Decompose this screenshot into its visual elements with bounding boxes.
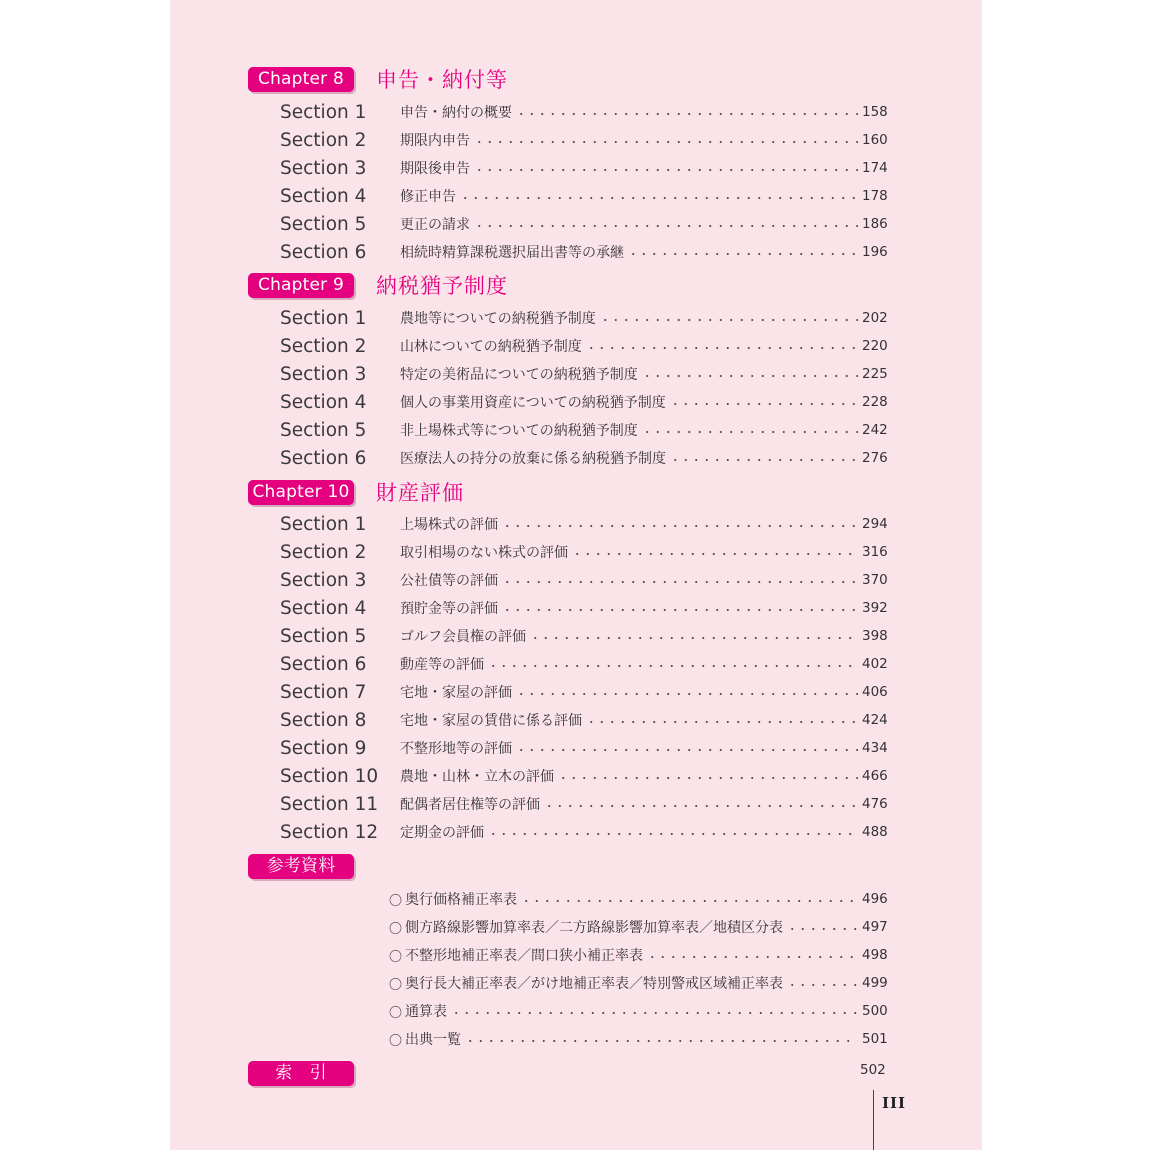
section-title: 特定の美術品についての納税猶予制度	[400, 367, 638, 383]
page-number: 496	[862, 891, 888, 907]
section-label: Section 4	[280, 185, 367, 207]
toc-row	[280, 390, 886, 414]
section-title: ゴルフ会員権の評価	[400, 629, 526, 645]
reference-row	[389, 887, 886, 911]
section-label: Section 3	[280, 157, 367, 179]
dot-leader	[787, 984, 858, 986]
section-title: 医療法人の持分の放棄に係る納税猶予制度	[400, 451, 666, 467]
chapter-heading	[248, 479, 464, 505]
reference-title: 側方路線影響加算率表／二方路線影響加算率表／地積区分表	[405, 920, 784, 936]
section-label: Section 8	[280, 709, 367, 731]
dot-leader	[787, 928, 858, 930]
page-number: 402	[862, 656, 888, 672]
chapter-badge: Chapter 9	[248, 273, 354, 298]
dot-leader	[516, 693, 858, 695]
page-number: 500	[862, 1003, 888, 1019]
toc-row	[280, 334, 886, 358]
reference-title: 奥行長大補正率表／がけ地補正率表／特別警戒区域補正率表	[405, 976, 784, 992]
dot-leader	[474, 225, 858, 227]
section-title: 預貯金等の評価	[400, 601, 498, 617]
dot-leader	[572, 553, 858, 555]
dot-leader	[586, 347, 858, 349]
page-number: 220	[862, 338, 888, 354]
section-title: 公社債等の評価	[400, 573, 498, 589]
reference-row	[389, 915, 886, 939]
section-title: 相続時精算課税選択届出書等の承継	[400, 245, 624, 261]
page-number: 488	[862, 824, 888, 840]
section-label: Section 5	[280, 213, 367, 235]
reference-title: 不整形地補正率表／間口狭小補正率表	[405, 948, 644, 964]
section-label: Section 11	[280, 793, 379, 815]
reference-title: 出典一覧	[405, 1032, 462, 1048]
dot-leader	[600, 319, 858, 321]
toc-row	[280, 736, 886, 760]
section-label: Section 6	[280, 241, 367, 263]
toc-row	[280, 446, 886, 470]
page-number: 178	[862, 188, 888, 204]
toc-row	[280, 418, 886, 442]
dot-leader	[488, 833, 858, 835]
section-title: 山林についての納税猶予制度	[400, 339, 582, 355]
folio-rule	[873, 1090, 874, 1150]
index-heading	[248, 1060, 354, 1086]
section-label: Section 4	[280, 597, 367, 619]
toc-row	[280, 128, 886, 152]
circle-bullet-icon: 〇	[389, 949, 403, 965]
page-number: 174	[862, 160, 888, 176]
section-title: 取引相場のない株式の評価	[400, 545, 568, 561]
toc-row	[280, 240, 886, 264]
toc-row	[280, 306, 886, 330]
dot-leader	[516, 113, 858, 115]
toc-row	[280, 184, 886, 208]
dot-leader	[670, 403, 858, 405]
section-title: 修正申告	[400, 189, 456, 205]
page-number: 196	[862, 244, 888, 260]
page-number: 466	[862, 768, 888, 784]
toc-row	[280, 512, 886, 536]
section-title: 申告・納付の概要	[400, 105, 512, 121]
reference-title: 通算表	[405, 1004, 448, 1020]
dot-leader	[521, 900, 858, 902]
page-number: 434	[862, 740, 888, 756]
section-title: 非上場株式等についての納税猶予制度	[400, 423, 638, 439]
section-label: Section 6	[280, 447, 367, 469]
circle-bullet-icon: 〇	[389, 1033, 403, 1049]
page-number: 160	[862, 132, 888, 148]
index-page-number: 502	[860, 1062, 886, 1078]
dot-leader	[544, 805, 858, 807]
page-number: 501	[862, 1031, 888, 1047]
reference-row	[389, 971, 886, 995]
dot-leader	[502, 609, 858, 611]
chapter-badge: Chapter 8	[248, 67, 354, 92]
section-title: 動産等の評価	[400, 657, 484, 673]
dot-leader	[530, 637, 858, 639]
section-label: Section 7	[280, 681, 367, 703]
chapter-heading	[248, 66, 508, 92]
dot-leader	[647, 956, 858, 958]
section-title: 定期金の評価	[400, 825, 484, 841]
section-label: Section 5	[280, 419, 367, 441]
page-number: 370	[862, 572, 888, 588]
chapter-badge: Chapter 10	[248, 480, 354, 505]
section-title: 不整形地等の評価	[400, 741, 512, 757]
dot-leader	[502, 525, 858, 527]
page-number: 202	[862, 310, 888, 326]
chapter-heading	[248, 272, 508, 298]
page-number: 392	[862, 600, 888, 616]
section-title: 期限内申告	[400, 133, 470, 149]
dot-leader	[586, 721, 858, 723]
circle-bullet-icon: 〇	[389, 921, 403, 937]
section-label: Section 2	[280, 541, 367, 563]
dot-leader	[465, 1040, 858, 1042]
section-label: Section 4	[280, 391, 367, 413]
dot-leader	[502, 581, 858, 583]
toc-row	[280, 708, 886, 732]
section-title: 上場株式の評価	[400, 517, 498, 533]
chapter-title: 申告・納付等	[376, 68, 508, 92]
page-number: 316	[862, 544, 888, 560]
page-number: 499	[862, 975, 888, 991]
page-number: 424	[862, 712, 888, 728]
page-number: 242	[862, 422, 888, 438]
page-number: 398	[862, 628, 888, 644]
page-number: 186	[862, 216, 888, 232]
circle-bullet-icon: 〇	[389, 977, 403, 993]
section-title: 更正の請求	[400, 217, 470, 233]
dot-leader	[474, 141, 858, 143]
folio: III	[882, 1094, 907, 1112]
page-number: 498	[862, 947, 888, 963]
toc-row	[280, 792, 886, 816]
section-title: 期限後申告	[400, 161, 470, 177]
page-number: 476	[862, 796, 888, 812]
circle-bullet-icon: 〇	[389, 1005, 403, 1021]
dot-leader	[558, 777, 858, 779]
page-number: 225	[862, 366, 888, 382]
toc-row	[280, 680, 886, 704]
section-label: Section 1	[280, 307, 367, 329]
reference-row	[389, 1027, 886, 1051]
toc-row	[280, 624, 886, 648]
index-badge: 索 引	[248, 1061, 354, 1086]
reference-row	[389, 943, 886, 967]
dot-leader	[670, 459, 858, 461]
dot-leader	[628, 253, 858, 255]
page-number: 158	[862, 104, 888, 120]
dot-leader	[488, 665, 858, 667]
section-title: 個人の事業用資産についての納税猶予制度	[400, 395, 666, 411]
section-label: Section 2	[280, 129, 367, 151]
section-title: 宅地・家屋の評価	[400, 685, 512, 701]
toc-row	[280, 568, 886, 592]
toc-row	[280, 540, 886, 564]
section-title: 配偶者居住権等の評価	[400, 797, 540, 813]
section-label: Section 5	[280, 625, 367, 647]
toc-row	[280, 212, 886, 236]
page-number: 276	[862, 450, 888, 466]
toc-row	[280, 764, 886, 788]
dot-leader	[516, 749, 858, 751]
chapter-title: 納税猶予制度	[376, 274, 508, 298]
section-label: Section 12	[280, 821, 379, 843]
section-label: Section 3	[280, 363, 367, 385]
section-label: Section 1	[280, 513, 367, 535]
references-badge: 参考資料	[248, 854, 354, 879]
dot-leader	[642, 375, 858, 377]
dot-leader	[474, 169, 858, 171]
reference-title: 奥行価格補正率表	[405, 892, 518, 908]
page-number: 228	[862, 394, 888, 410]
circle-bullet-icon: 〇	[389, 893, 403, 909]
reference-row	[389, 999, 886, 1023]
section-label: Section 1	[280, 101, 367, 123]
toc-row	[280, 100, 886, 124]
toc-row	[280, 652, 886, 676]
section-label: Section 9	[280, 737, 367, 759]
toc-row	[280, 820, 886, 844]
references-heading	[248, 853, 354, 879]
page-number: 294	[862, 516, 888, 532]
toc-row	[280, 156, 886, 180]
section-title: 農地・山林・立木の評価	[400, 769, 554, 785]
dot-leader	[642, 431, 858, 433]
section-label: Section 10	[280, 765, 379, 787]
dot-leader	[451, 1012, 858, 1014]
section-label: Section 2	[280, 335, 367, 357]
section-title: 農地等についての納税猶予制度	[400, 311, 596, 327]
section-label: Section 3	[280, 569, 367, 591]
page-number: 497	[862, 919, 888, 935]
toc-row	[280, 362, 886, 386]
toc-row	[280, 596, 886, 620]
page-number: 406	[862, 684, 888, 700]
section-label: Section 6	[280, 653, 367, 675]
dot-leader	[460, 197, 858, 199]
section-title: 宅地・家屋の賃借に係る評価	[400, 713, 582, 729]
chapter-title: 財産評価	[376, 481, 464, 505]
